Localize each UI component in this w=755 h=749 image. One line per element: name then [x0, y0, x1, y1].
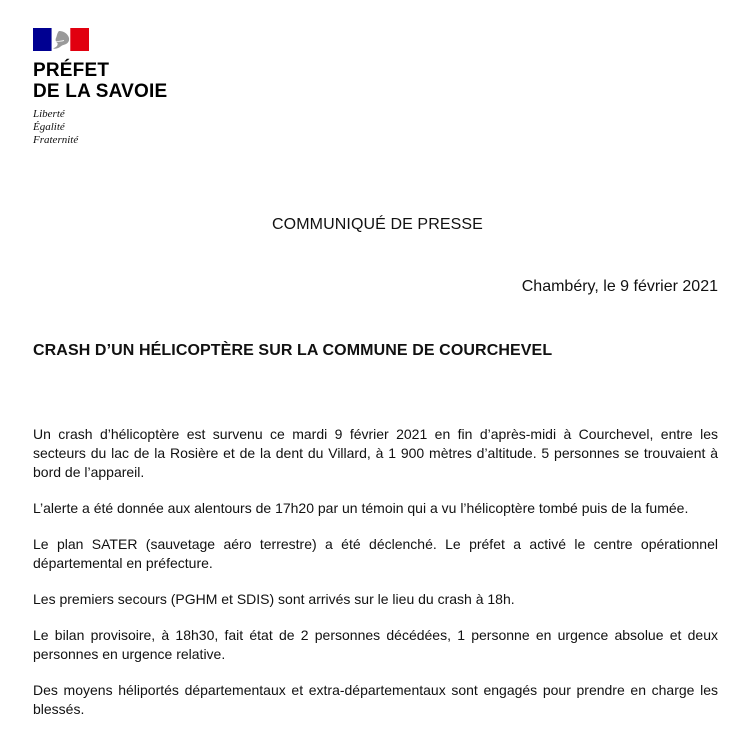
institution-line-1: PRÉFET [33, 60, 110, 81]
body-paragraph-5: Le bilan provisoire, à 18h30, fait état de 2 personnes décédées, 1 personne en urgence absolue et deux personnes en urgence relative. [33, 627, 718, 662]
body-paragraph-4: Les premiers secours (PGHM et SDIS) sont arrivés sur le lieu du crash à 18h. [33, 591, 515, 607]
body-paragraph-3: Le plan SATER (sauvetage aéro terrestre) a été déclenché. Le préfet a activé le centre opérationnel départemental en préfecture. [33, 536, 718, 571]
motto-egalite: Égalité [33, 121, 65, 133]
motto-liberte: Liberté [33, 108, 65, 120]
republic-motto [33, 108, 233, 147]
press-release-headline: CRASH D’UN HÉLICOPTÈRE SUR LA COMMUNE DE COURCHEVEL [33, 342, 553, 359]
marianne-flag-icon [33, 28, 89, 51]
document-type: COMMUNIQUÉ DE PRESSE [272, 216, 483, 233]
body-paragraph-6: Des moyens héliportés départementaux et extra-départementaux sont engagés pour prendre en charge les blessés. [33, 682, 718, 717]
institution-name [33, 60, 233, 102]
motto-fraternite: Fraternité [33, 134, 79, 146]
institution-line-2: DE LA SAVOIE [33, 81, 168, 102]
prefecture-logo [33, 28, 233, 147]
press-release-body [33, 425, 718, 736]
body-paragraph-2: L’alerte a été donnée aux alentours de 17h20 par un témoin qui a vu l’hélicoptère tombé puis de la fumée. [33, 500, 689, 516]
body-paragraph-1: Un crash d’hélicoptère est survenu ce mardi 9 février 2021 en fin d’après-midi à Courchevel, entre les secteurs du lac de la Rosière et de la dent du Villard, à 1 900 mètres d’altitude. 5 personnes se trouvaient à bord de l’appareil. [33, 426, 718, 480]
place-date: Chambéry, le 9 février 2021 [521, 278, 718, 295]
